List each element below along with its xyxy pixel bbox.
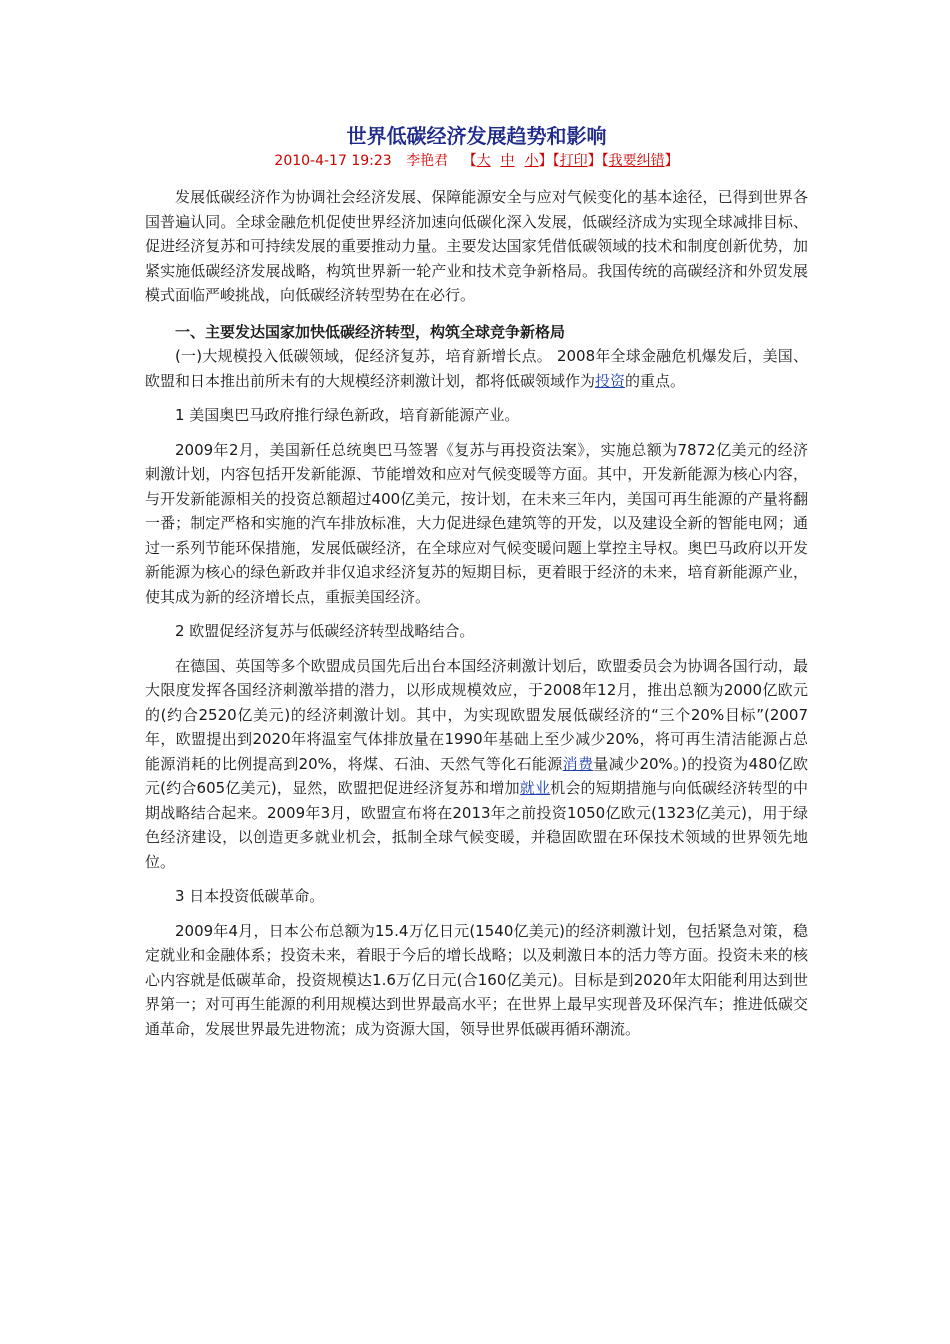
item1-body: 2009年2月，美国新任总统奥巴马签署《复苏与再投资法案》，实施总额为7872亿美元的经济刺激计划，内容包括开发新能源、节能增效和应对气候变暖等方面。其中，开发新能源为核心内容，与开发新能源相关的投资总额超过400亿美元，按计划，在未来三年内，美国可再生能源的产量将翻一番；制定严格和实施的汽车排放标准，大力促进绿色建筑等的开发，以及建设全新的智能电网；通过一系列节能环保措施，发展低碳经济，在全球应对气候变暖问题上掌控主导权。奥巴马政府以开发新能源为核心的绿色新政并非仅追求经济复苏的短期目标，更着眼于经济的未来，培育新能源产业，使其成为新的经济增长点，重振美国经济。: [145, 440, 808, 606]
section-heading: 一、主要发达国家加快低碳经济转型，构筑全球竞争新格局: [175, 322, 566, 341]
investment-link[interactable]: 投资: [595, 371, 626, 390]
item3-heading: 3 日本投资低碳革命。: [175, 887, 325, 905]
article-title: 世界低碳经济发展趋势和影响: [346, 124, 607, 148]
article: [145, 123, 808, 1041]
item2-body: 在德国、英国等多个欧盟成员国先后出台本国经济刺激计划后，欧盟委员会为协调各国行动，最大限度发挥各国经济刺激举措的潜力，以形成规模效应，于2008年12月，推出总额为2000亿欧元的(约合2520亿美元)的经济刺激计划。其中，为实现欧盟发展低碳经济的“三个20%目标”(2007年，欧盟提出到2020年将温室气体排放量在1990年基础上至少减少20%，将可再生清洁能源占总能源消耗的比例提高到20%，将煤、石油、天然气等化石能源消费量减少20%。)的投资为480亿欧元(约合605亿美元)，显然，欧盟把促进经济复苏和增加就业机会的短期措施与向低碳经济转型的中期战略结合起来。2009年3月，欧盟宣布将在2013年之前投资1050亿欧元(1323亿美元)，用于绿色经济建设，以创造更多就业机会，抵制全球气候变暖，并稳固欧盟在环保技术领域的世界领先地位。: [145, 656, 808, 871]
font-size-small-link[interactable]: 小: [524, 153, 539, 169]
article-author: 李艳君: [406, 153, 449, 169]
article-meta: 2010-4-17 19:23 李艳君 【大 中 小】【打印】【我要纠错】: [274, 153, 679, 169]
font-size-medium-link[interactable]: 中: [500, 153, 515, 169]
font-size-large-link[interactable]: 大: [476, 153, 491, 169]
item1-heading: 1 美国奥巴马政府推行绿色新政，培育新能源产业。: [175, 406, 520, 424]
subsection-paragraph: (一)大规模投入低碳领域，促经济复苏，培育新增长点。 2008年全球金融危机爆发后，美国、欧盟和日本推出前所未有的大规模经济刺激计划，都将低碳领域作为投资的重点。: [145, 347, 808, 390]
item2-heading: 2 欧盟促经济复苏与低碳经济转型战略结合。: [175, 622, 475, 640]
consumption-link[interactable]: 消费: [562, 754, 594, 773]
item3-body: 2009年4月，日本公布总额为15.4万亿日元(1540亿美元)的经济刺激计划，包括紧急对策，稳定就业和金融体系；投资未来，着眼于今后的增长战略；以及刺激日本的活力等方面。投资未来的核心内容就是低碳革命，投资规模达1.6万亿日元(合160亿美元)。目标是到2020年太阳能利用达到世界第一；对可再生能源的利用规模达到世界最高水平；在世界上最早实现普及环保汽车；推进低碳交通革命，发展世界最先进物流；成为资源大国，领导世界低碳再循环潮流。: [145, 921, 808, 1038]
print-link[interactable]: 打印: [559, 153, 588, 169]
report-error-link[interactable]: 我要纠错: [608, 153, 665, 169]
intro-paragraph: 发展低碳经济作为协调社会经济发展、保障能源安全与应对气候变化的基本途径，已得到世界各国普遍认同。全球金融危机促使世界经济加速向低碳化深入发展，低碳经济成为实现全球减排目标、促进经济复苏和可持续发展的重要推动力量。主要发达国家凭借低碳领域的技术和制度创新优势，加紧实施低碳经济发展战略，构筑世界新一轮产业和技术竞争新格局。我国传统的高碳经济和外贸发展模式面临严峻挑战，向低碳经济转型势在在必行。: [145, 188, 808, 304]
article-date: 2010-4-17 19:23: [274, 153, 392, 169]
employment-link[interactable]: 就业: [519, 779, 551, 797]
